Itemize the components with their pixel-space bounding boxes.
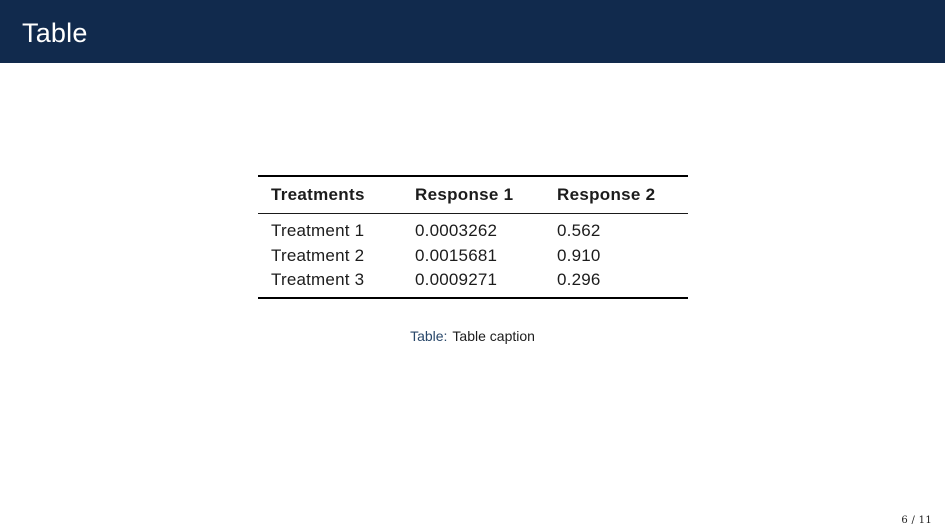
- cell-response-2: 0.910: [557, 245, 601, 265]
- slide-title-bar: [0, 0, 945, 63]
- column-header-response-1: Response 1: [402, 176, 544, 214]
- cell-response-1: 0.0009271: [415, 270, 498, 289]
- table-row: [258, 242, 688, 270]
- page-number: 6 / 11: [901, 515, 932, 526]
- cell-treatment-name: Treatment 3: [271, 270, 365, 289]
- caption-text: Table caption: [452, 328, 535, 344]
- cell-treatment-name: Treatment 1: [271, 220, 365, 240]
- cell-response-1: 0.0003262: [415, 220, 498, 240]
- cell-response-2: 0.562: [557, 220, 601, 240]
- cell-treatment-name: Treatment 2: [271, 245, 365, 265]
- table-header-row: [258, 176, 688, 214]
- slide-title: Table: [22, 18, 88, 48]
- table-caption: [0, 328, 945, 344]
- treatments-table: [258, 175, 688, 299]
- table-row: [258, 214, 688, 242]
- table-row: [258, 270, 688, 298]
- caption-label: Table:: [410, 328, 448, 344]
- cell-response-1: 0.0015681: [415, 245, 498, 265]
- cell-response-2: 0.296: [557, 270, 601, 289]
- column-header-treatments: Treatments: [258, 176, 402, 214]
- column-header-response-2: Response 2: [544, 176, 688, 214]
